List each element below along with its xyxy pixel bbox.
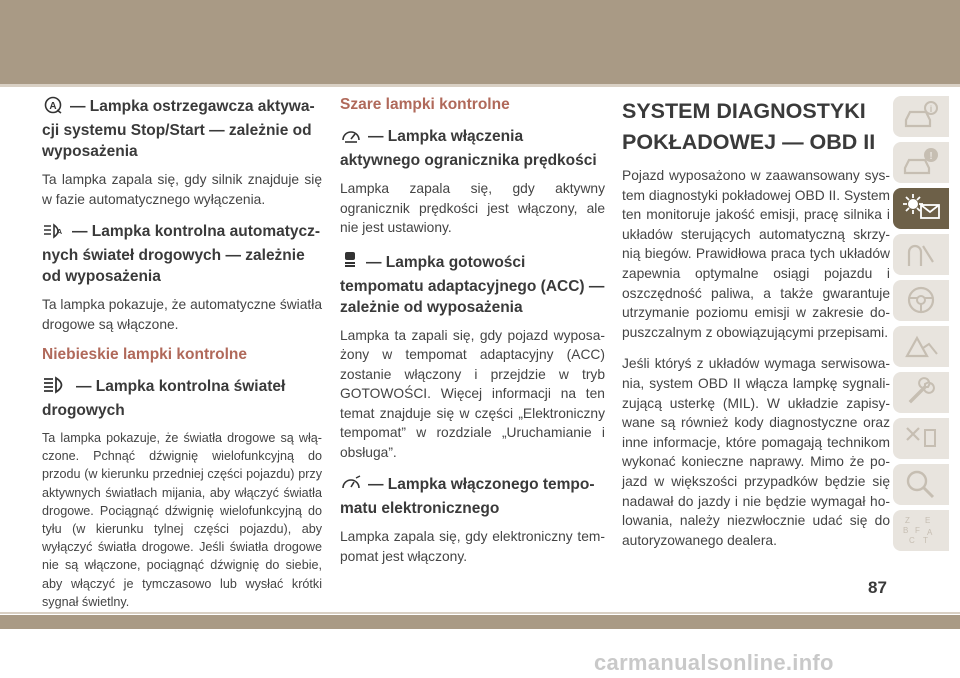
cruise-control-icon [340, 474, 362, 498]
svg-text:T: T [923, 536, 928, 545]
paragraph: Lampka zapala się, gdy aktywny ogranicznik prędkości jest włączony, ale nie jest ustawiony. [340, 181, 605, 235]
column-1 [42, 96, 322, 623]
tab-hazard-icon[interactable] [893, 326, 949, 367]
svg-text:A: A [49, 101, 57, 112]
paragraph: Ta lampka zapala się, gdy silnik znajduje się w fazie automatycznego wyłączenia. [42, 172, 322, 207]
section-heading-blue: Niebieskie lampki kontrolne [42, 346, 248, 363]
svg-text:A: A [57, 229, 63, 236]
heading-auto-high-beam: A — Lampka kontrolna automatycznych świateł drogowych — zależnie od wyposażenia [42, 223, 321, 285]
tab-steering-icon[interactable] [893, 280, 949, 321]
svg-text:B: B [903, 526, 909, 535]
column-2 [340, 96, 605, 578]
paragraph: Lampka zapala się, gdy elektroniczny tempomat jest włączony. [340, 529, 605, 564]
heading-speed-limiter: — Lampka włączenia aktywnego ogranicznika prędkości [340, 128, 597, 169]
tab-seat-belt-icon[interactable] [893, 188, 949, 229]
svg-text:F: F [915, 526, 920, 535]
tab-tools-icon[interactable] [893, 418, 949, 459]
heading-acc-ready: — Lampka gotowości tempomatu adaptacyjnego (ACC) — zależnie od wyposażenia [340, 250, 605, 318]
stop-start-icon [42, 96, 64, 120]
heading-stop-start: A — Lampka ostrzegawcza aktywacji systemu Stop/Start — zależnie od wyposażenia [42, 98, 315, 160]
paragraph: Jeśli któryś z układów wymaga serwisowania, system OBD II włącza lampkę sygnalizującą usterkę (MIL). W układzie zapisywane są również kody diagnostyczne oraz inne informacje, które pomagają technikom wykonać konieczne naprawy. Mimo że pojazd w większości przypadków będzie się nadawał do jazdy i nie będzie wymagał holowania, należy niezwłocznie udać się do autoryzowanego dealera. [622, 356, 890, 548]
svg-text:Z: Z [905, 516, 910, 525]
svg-text:i: i [929, 104, 933, 114]
top-banner [0, 0, 960, 84]
tab-warning-lights-icon[interactable] [893, 142, 949, 183]
paragraph: Pojazd wyposażono w zaawansowany system diagnostyki pokładowej OBD II. System ten monitoruje jakość emisji, pracę silnika i układów sterujących automatyczną skrzynią biegów. Prawidłowa praca tych układów zapewnia optymalne osiągi pojazdu i oszczędność paliwa, a także gwarantuje utrzymanie poziomu emisji w zakresie dopuszczalnym z obowiązującymi przepisami. [622, 168, 890, 340]
svg-text:A: A [927, 528, 933, 537]
chapter-tabs [893, 96, 953, 556]
section-title: SYSTEM DIAGNOSTYKI POKŁADOWEJ — OBD II [622, 99, 876, 154]
svg-text:!: ! [929, 151, 933, 162]
tab-car-info-icon[interactable] [893, 96, 949, 137]
auto-high-beam-icon [42, 223, 66, 245]
tab-wrench-icon[interactable] [893, 372, 949, 413]
watermark: carmanualsonline.info [594, 650, 834, 675]
speed-limiter-icon [340, 126, 362, 150]
page-number: 87 [868, 578, 887, 597]
paragraph: Lampka ta zapali się, gdy pojazd wyposażony w tempomat adaptacyjny (ACC) zostanie włączony i przejdzie w tryb GOTOWOŚCI. Więcej informacji na ten temat znajduje się w części „Elektroniczny tempomat” w rozdziale „Uruchamianie i obsługa”. [340, 327, 605, 460]
heading-cruise-control: — Lampka włączonego tempomatu elektronicznego [340, 476, 595, 517]
high-beam-icon [42, 376, 70, 400]
section-heading-grey: Szare lampki kontrolne [340, 96, 510, 113]
acc-ready-icon [340, 250, 360, 276]
heading-high-beam: — Lampka kontrolna świateł drogowych [42, 378, 286, 419]
tab-index-icon[interactable] [893, 510, 949, 551]
tab-steering-wheel-icon[interactable] [893, 234, 949, 275]
column-3 [622, 96, 890, 562]
svg-text:E: E [925, 516, 931, 525]
paragraph: Ta lampka pokazuje, że automatyczne światła drogowe są włączone. [42, 297, 322, 332]
svg-text:C: C [909, 536, 915, 545]
paragraph: Ta lampka pokazuje, że światła drogowe są włączone. Pchnąć dźwignię wielofunkcyjną do przodu (w kierunku przedniej części pojazdu) przy aktywnych światłach mijania, aby włączyć światła drogowe. Pociągnąć dźwignię wielofunkcyjną do tyłu (w kierunku tylnej części pojazdu), aby wyłączyć światła drogowe. Jeśli światła drogowe nie są włączone, pociągnąć dźwignię do siebie, aby włączyć je tymczasowo lub wysłać krótki sygnał świetlny. [42, 431, 322, 609]
tab-magnifier-icon[interactable] [893, 464, 949, 505]
